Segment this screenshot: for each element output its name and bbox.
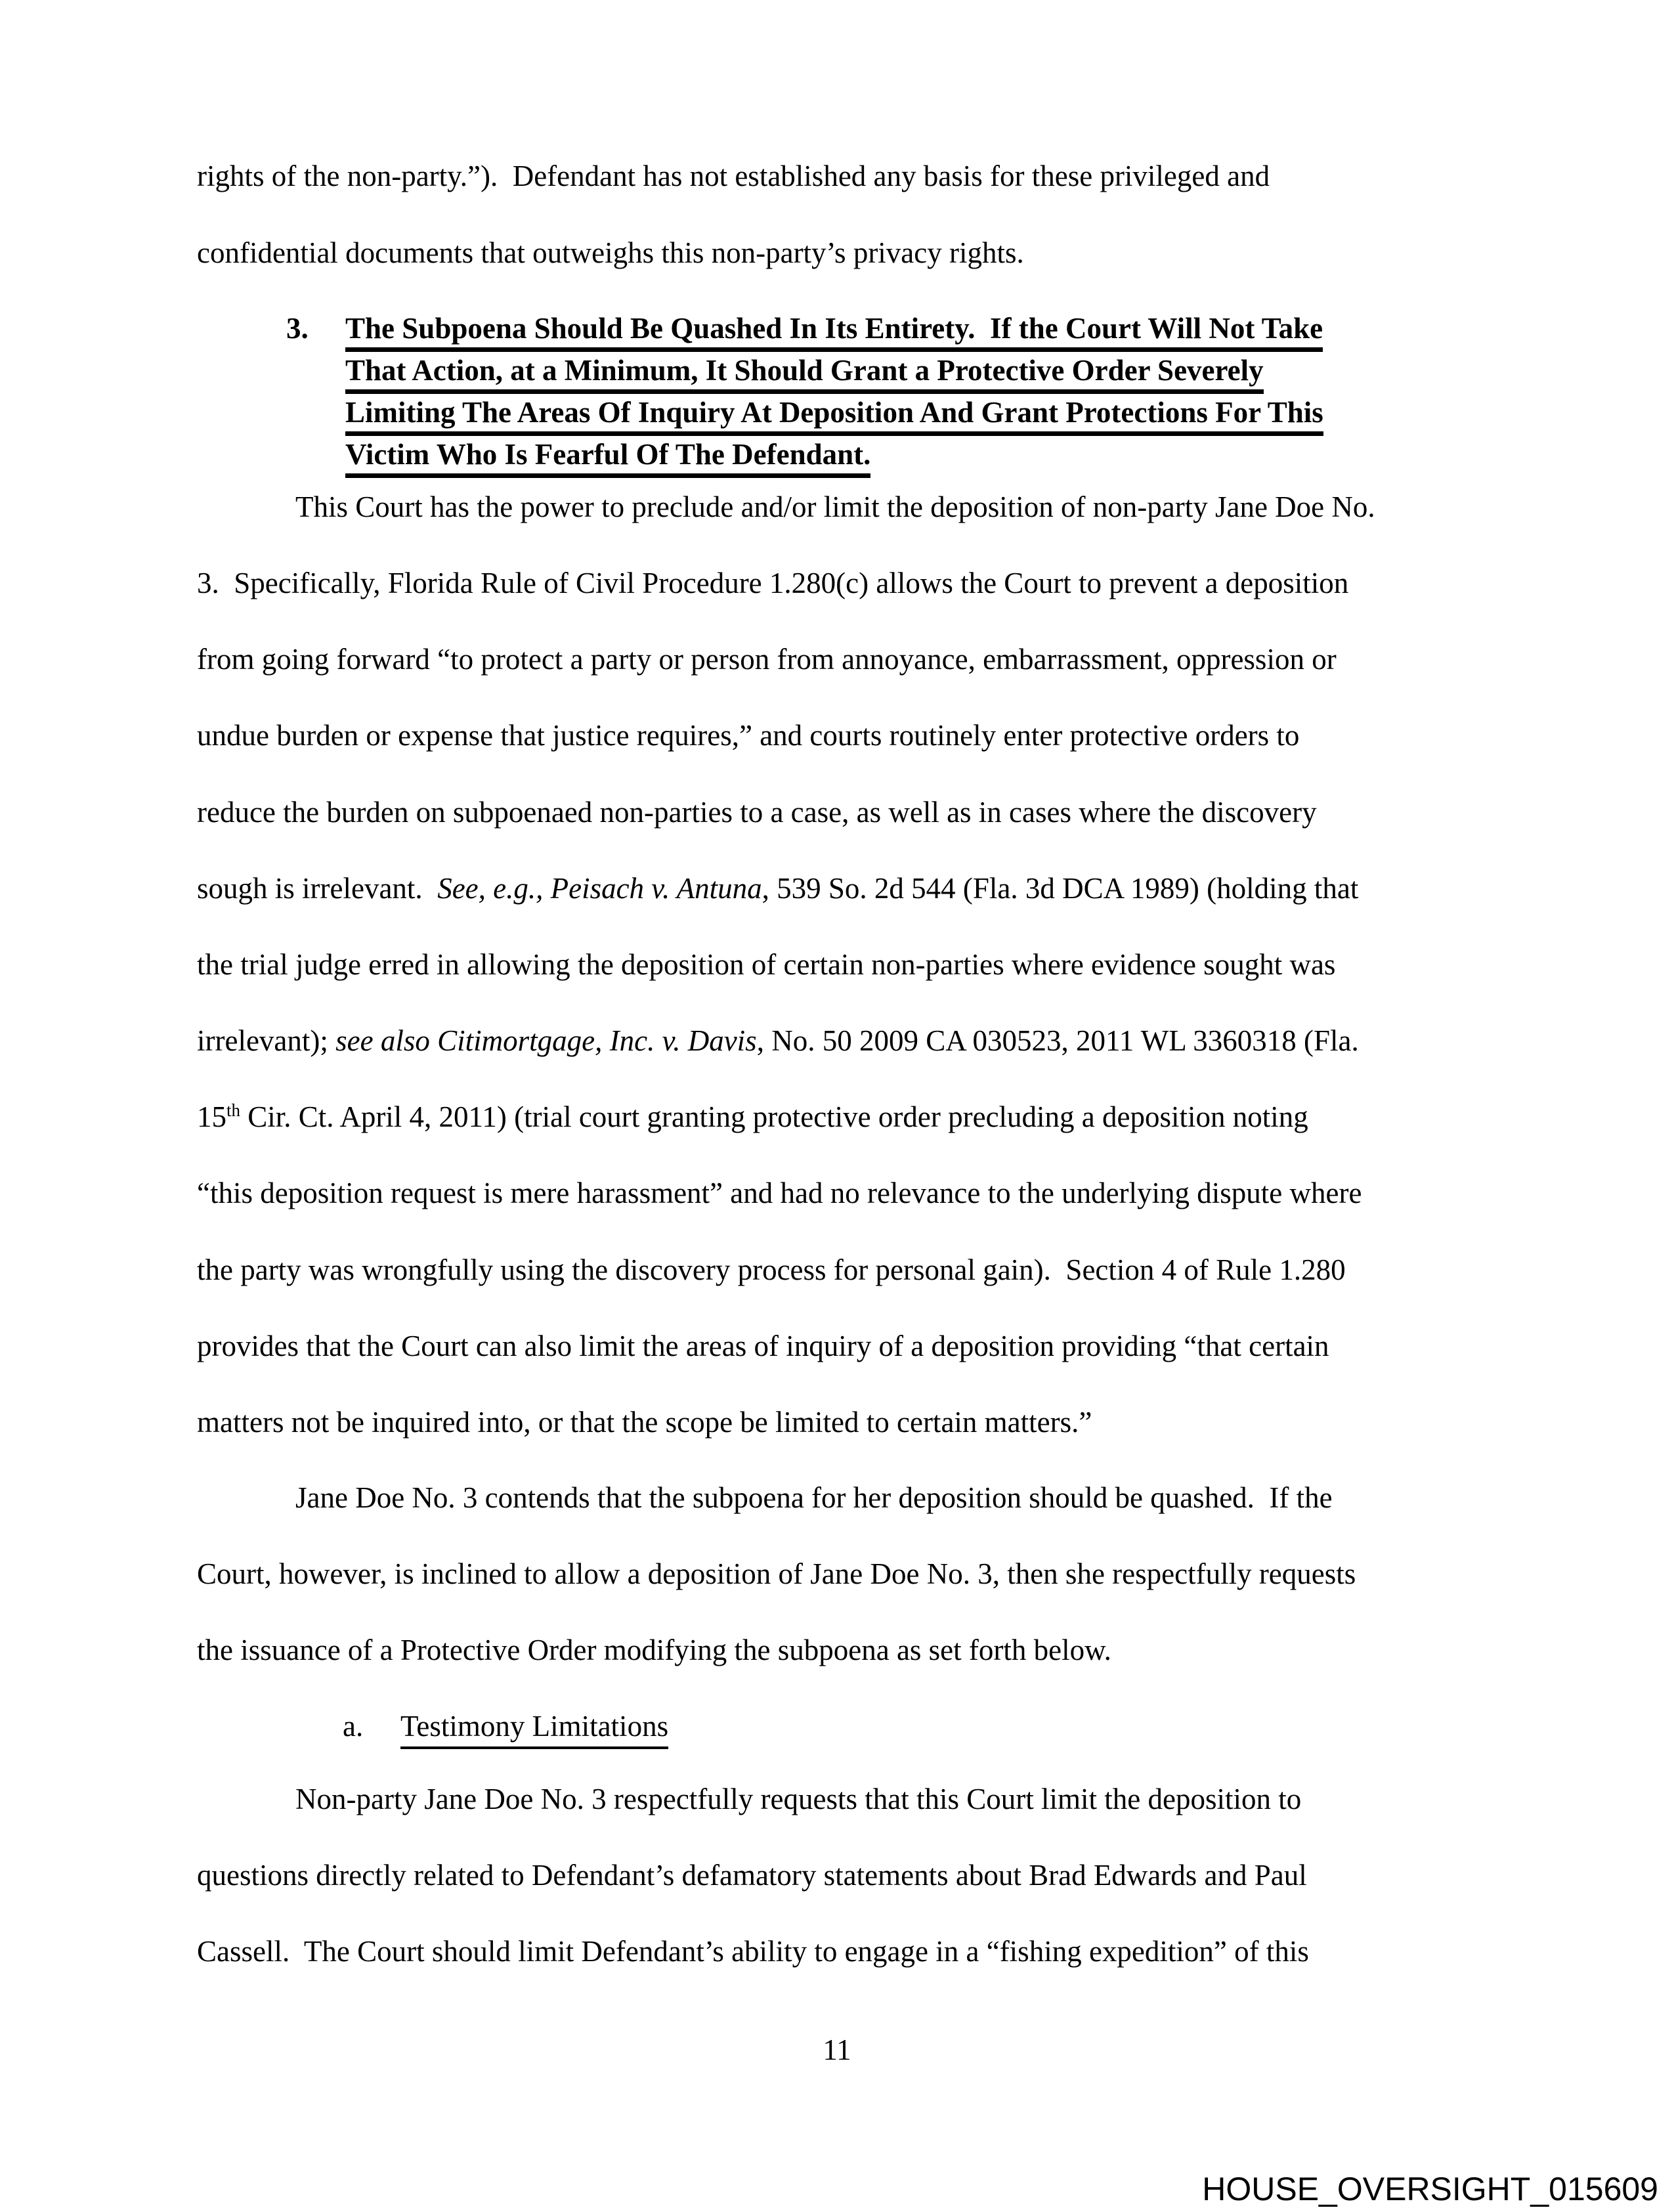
body-line	[197, 1022, 1359, 1059]
body-run: Cir. Ct. April 4, 2011) (trial court granting protective order precluding a deposition noting	[240, 1100, 1308, 1133]
body-run: , No. 50 2009 CA 030523, 2011 WL 3360318 (Fla.	[756, 1024, 1359, 1057]
body-line: from going forward “to protect a party or person from annoyance, embarrassment, oppression or	[197, 643, 1337, 676]
subsection-heading	[343, 1708, 668, 1749]
heading-text: Victim Who Is Fearful Of The Defendant.	[345, 436, 870, 478]
page-number: 11	[823, 2033, 851, 2066]
body-line: This Court has the power to preclude and/or limit the deposition of non-party Jane Doe No.	[295, 490, 1375, 523]
body-line: Court, however, is inclined to allow a deposition of Jane Doe No. 3, then she respectfully requests	[197, 1557, 1356, 1590]
body-line: the issuance of a Protective Order modifying the subpoena as set forth below.	[197, 1634, 1111, 1666]
body-line: Non-party Jane Doe No. 3 respectfully requests that this Court limit the deposition to	[295, 1783, 1302, 1815]
bates-number: HOUSE_OVERSIGHT_015609	[1202, 2171, 1658, 2207]
body-line	[197, 870, 1358, 907]
case-citation: See, e.g., Peisach v. Antuna	[437, 872, 762, 905]
body-line: the trial judge erred in allowing the deposition of certain non-parties where evidence sought was	[197, 948, 1336, 981]
body-line: provides that the Court can also limit the areas of inquiry of a deposition providing “that certain	[197, 1330, 1329, 1362]
body-line: Jane Doe No. 3 contends that the subpoena for her deposition should be quashed. If the	[295, 1481, 1333, 1514]
heading-text: Limiting The Areas Of Inquiry At Deposition And Grant Protections For This	[345, 394, 1323, 436]
body-line: 3. Specifically, Florida Rule of Civil Procedure 1.280(c) allows the Court to prevent a deposition	[197, 567, 1349, 599]
body-line: questions directly related to Defendant’s defamatory statements about Brad Edwards and Paul	[197, 1859, 1307, 1892]
subsection-letter: a.	[343, 1710, 364, 1743]
body-line: rights of the non-party.”). Defendant has not established any basis for these privileged and	[197, 160, 1270, 192]
body-run: irrelevant);	[197, 1024, 336, 1057]
body-line: “this deposition request is mere harassment” and had no relevance to the underlying dispute where	[197, 1177, 1362, 1209]
heading-text: That Action, at a Minimum, It Should Grant a Protective Order Severely	[345, 352, 1264, 394]
section-heading-line	[345, 352, 1264, 394]
body-run: sough is irrelevant.	[197, 872, 438, 905]
ordinal-superscript: th	[226, 1100, 241, 1120]
body-line: the party was wrongfully using the discovery process for personal gain). Section 4 of Rule 1.280	[197, 1253, 1346, 1286]
case-citation: see also Citimortgage, Inc. v. Davis	[335, 1024, 757, 1057]
body-line: undue burden or expense that justice requires,” and courts routinely enter protective orders to	[197, 719, 1300, 752]
heading-number: 3.	[286, 312, 309, 345]
section-heading-line	[345, 436, 870, 478]
body-line	[197, 1098, 1308, 1135]
section-heading-line	[286, 310, 1323, 352]
body-run: 15	[197, 1100, 226, 1133]
body-line: matters not be inquired into, or that the scope be limited to certain matters.”	[197, 1406, 1092, 1439]
body-run: , 539 So. 2d 544 (Fla. 3d DCA 1989) (holding that	[762, 872, 1359, 905]
body-line: Cassell. The Court should limit Defendant’s ability to engage in a “fishing expedition” of this	[197, 1935, 1309, 1968]
section-heading-line	[345, 394, 1323, 436]
subsection-title: Testimony Limitations	[400, 1708, 668, 1749]
body-line: reduce the burden on subpoenaed non-parties to a case, as well as in cases where the discovery	[197, 796, 1317, 829]
heading-text: The Subpoena Should Be Quashed In Its Entirety. If the Court Will Not Take	[345, 310, 1323, 352]
body-line: confidential documents that outweighs this non-party’s privacy rights.	[197, 236, 1024, 269]
